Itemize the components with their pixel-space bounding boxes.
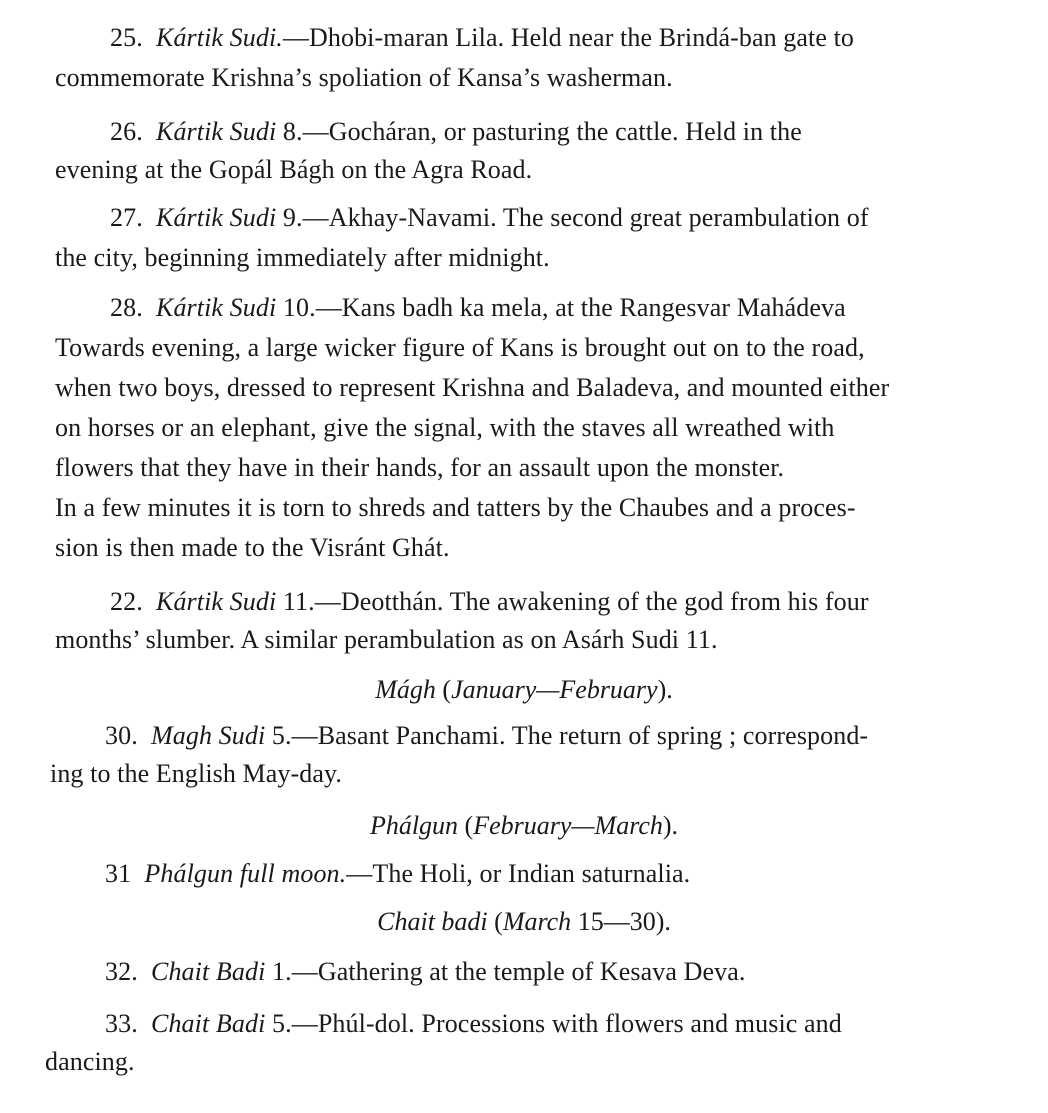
- entry-text: In a few minutes it is torn to shreds and tatters by the Chaubes and a proces-: [55, 493, 856, 522]
- entry-date: Magh Sudi: [151, 721, 266, 750]
- entry-text: 5.—Phúl-dol. Processions with flowers and music and: [265, 1009, 842, 1038]
- entry-28-line-3: [55, 370, 889, 406]
- entry-text: 11.—Deotthán. The awakening of the god from his four: [276, 587, 869, 616]
- heading-open: (: [494, 907, 503, 936]
- entry-number: 30.: [105, 721, 138, 750]
- entry-date: Chait Badi: [151, 1009, 266, 1038]
- entry-28-line-7: [55, 530, 450, 566]
- entry-text: commemorate Krishna’s spoliation of Kansa’s washerman.: [55, 63, 673, 92]
- entry-text: sion is then made to the Visránt Ghát.: [55, 533, 450, 562]
- entry-text: ing to the English May-day.: [50, 759, 343, 788]
- entry-number: 28.: [110, 293, 143, 322]
- entry-22-line-2: [55, 622, 718, 658]
- entry-32-line-1: [105, 954, 746, 990]
- entry-date: Kártik Sudi: [156, 117, 277, 146]
- entry-28-line-5: [55, 450, 784, 486]
- entry-33-line-1: [105, 1006, 842, 1042]
- entry-26-line-2: [55, 152, 532, 188]
- entry-text: 8.—Gocháran, or pasturing the cattle. Held in the: [276, 117, 802, 146]
- entry-text: when two boys, dressed to represent Krishna and Baladeva, and mounted either: [55, 373, 890, 402]
- entry-25-line-1: [110, 20, 854, 56]
- entry-22-line-1: [110, 584, 869, 620]
- entry-text: 10.—Kans badh ka mela, at the Rangesvar Mahádeva: [276, 293, 846, 322]
- entry-text: evening at the Gopál Bágh on the Agra Road.: [55, 155, 533, 184]
- entry-number: 25.: [110, 23, 143, 52]
- entry-date: Chait Badi: [151, 957, 266, 986]
- entry-date: Kártik Sudi: [156, 293, 277, 322]
- entry-27-line-1: [110, 200, 869, 236]
- entry-text: —The Holi, or Indian saturnalia.: [346, 859, 691, 888]
- entry-text: on horses or an elephant, give the signal, with the staves all wreathed with: [55, 413, 835, 442]
- entry-30-line-1: [105, 718, 868, 754]
- heading-range: March: [502, 907, 572, 936]
- entry-33-line-2: [45, 1044, 135, 1080]
- heading-month: Chait badi: [377, 907, 488, 936]
- entry-30-line-2: [50, 756, 342, 792]
- entry-text: Towards evening, a large wicker figure of Kans is brought out on to the road,: [55, 333, 865, 362]
- entry-28-line-2: [55, 330, 865, 366]
- entry-28-line-1: [110, 290, 846, 326]
- heading-open: (: [464, 811, 474, 840]
- entry-number: 31: [105, 859, 132, 888]
- entry-text: 5.—Basant Panchami. The return of spring ; correspond-: [265, 721, 869, 750]
- entry-text: dancing.: [45, 1047, 135, 1076]
- entry-28-line-4: [55, 410, 834, 446]
- entry-date: Kártik Sudi: [156, 587, 277, 616]
- heading-month: Mágh: [375, 675, 436, 704]
- entry-27-line-2: [55, 240, 550, 276]
- entry-text: —Dhobi-maran Lila. Held near the Brindá-ban gate to: [282, 23, 855, 52]
- entry-text: flowers that they have in their hands, for an assault upon the monster.: [55, 453, 785, 482]
- entry-31-line-1: [105, 856, 690, 892]
- entry-number: 26.: [110, 117, 143, 146]
- section-heading-phalgun: [0, 808, 1048, 844]
- heading-close: ).: [657, 675, 673, 704]
- heading-close: ).: [662, 811, 679, 840]
- entry-text: the city, beginning immediately after midnight.: [55, 243, 550, 272]
- entry-date: Phálgun full moon.: [144, 859, 347, 888]
- entry-date: Kártik Sudi: [156, 203, 277, 232]
- entry-number: 22.: [110, 587, 143, 616]
- heading-rest: 15—30).: [571, 907, 671, 936]
- heading-month: Phálgun: [369, 811, 459, 840]
- entry-text: 9.—Akhay-Navami. The second great perambulation of: [276, 203, 869, 232]
- entry-number: 27.: [110, 203, 143, 232]
- entry-text: 1.—Gathering at the temple of Kesava Deva.: [265, 957, 746, 986]
- entry-25-line-2: [55, 60, 673, 96]
- entry-date: Kártik Sudi.: [156, 23, 283, 52]
- entry-number: 32.: [105, 957, 138, 986]
- section-heading-magh: [0, 672, 1048, 708]
- entry-28-line-6: [55, 490, 856, 526]
- heading-range: January—February: [451, 675, 658, 704]
- heading-open: (: [442, 675, 452, 704]
- section-heading-chait: [0, 904, 1048, 940]
- entry-text: months’ slumber. A similar perambulation as on Asárh Sudi 11.: [55, 625, 718, 654]
- heading-range: February—March: [473, 811, 663, 840]
- entry-number: 33.: [105, 1009, 138, 1038]
- entry-26-line-1: [110, 114, 802, 150]
